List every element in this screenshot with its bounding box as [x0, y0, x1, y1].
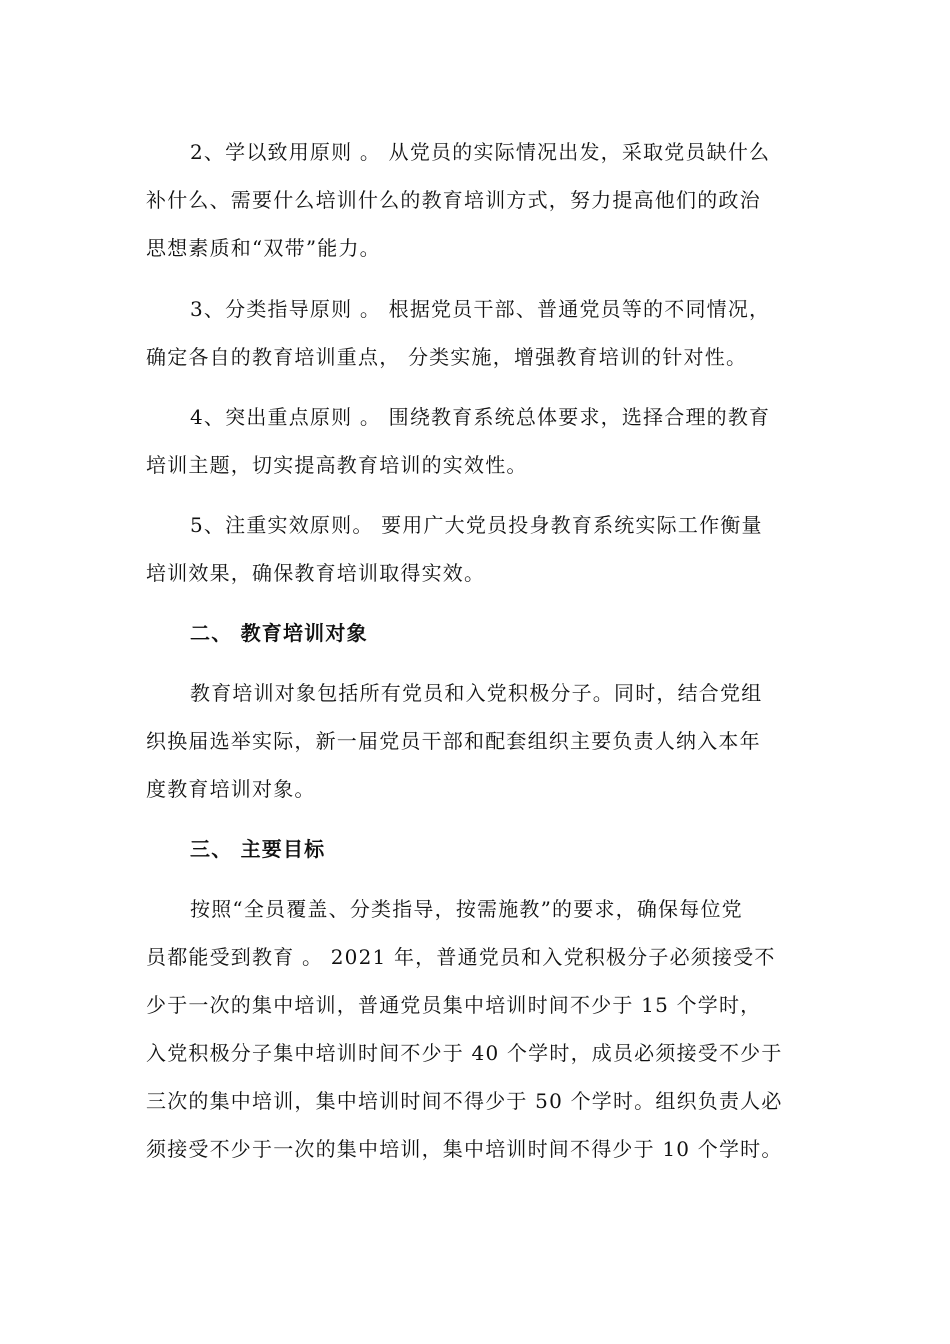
- goals-line-2: 员都能受到教育 。 2021 年，普通党员和入党积极分子必须接受不: [146, 945, 776, 969]
- principle-3-line-2: 确定各自的教育培训重点， 分类实施，增强教育培训的针对性。: [146, 345, 748, 369]
- principle-4-line-1: 4、突出重点原则 。 围绕教育系统总体要求，选择合理的教育: [190, 405, 771, 429]
- principle-5-line-1: 5、注重实效原则。 要用广大党员投身教育系统实际工作衡量: [190, 513, 763, 537]
- goals-line-4: 入党积极分子集中培训时间不少于 40 个学时，成员必须接受不少于: [146, 1041, 783, 1065]
- principle-5-line-2: 培训效果，确保教育培训取得实效。: [146, 561, 486, 585]
- principle-2-line-2: 补什么、需要什么培训什么的教育培训方式，努力提高他们的政治: [146, 188, 761, 212]
- goals-line-5: 三次的集中培训，集中培训时间不得少于 50 个学时。组织负责人必: [146, 1089, 783, 1113]
- targets-line-2: 织换届选举实际，新一届党员干部和配套组织主要负责人纳入本年: [146, 729, 761, 753]
- principle-4-line-2: 培训主题，切实提高教育培训的实效性。: [146, 453, 528, 477]
- section-heading-training-targets: 二、 教育培训对象: [190, 621, 368, 645]
- section-heading-main-goals: 三、 主要目标: [190, 837, 326, 861]
- principle-2-line-1: 2、学以致用原则 。 从党员的实际情况出发，采取党员缺什么: [190, 140, 771, 164]
- goals-line-3: 少于一次的集中培训，普通党员集中培训时间不少于 15 个学时，: [146, 993, 762, 1017]
- goals-line-6: 须接受不少于一次的集中培训，集中培训时间不得少于 10 个学时。: [146, 1137, 783, 1161]
- principle-3-line-1: 3、分类指导原则 。 根据党员干部、普通党员等的不同情况，: [190, 297, 771, 321]
- goals-line-1: 按照“全员覆盖、分类指导，按需施教”的要求，确保每位党: [190, 897, 743, 921]
- targets-line-3: 度教育培训对象。: [146, 777, 316, 801]
- targets-line-1: 教育培训对象包括所有党员和入党积极分子。同时，结合党组: [190, 681, 763, 705]
- principle-2-line-3: 思想素质和“双带”能力。: [146, 236, 381, 260]
